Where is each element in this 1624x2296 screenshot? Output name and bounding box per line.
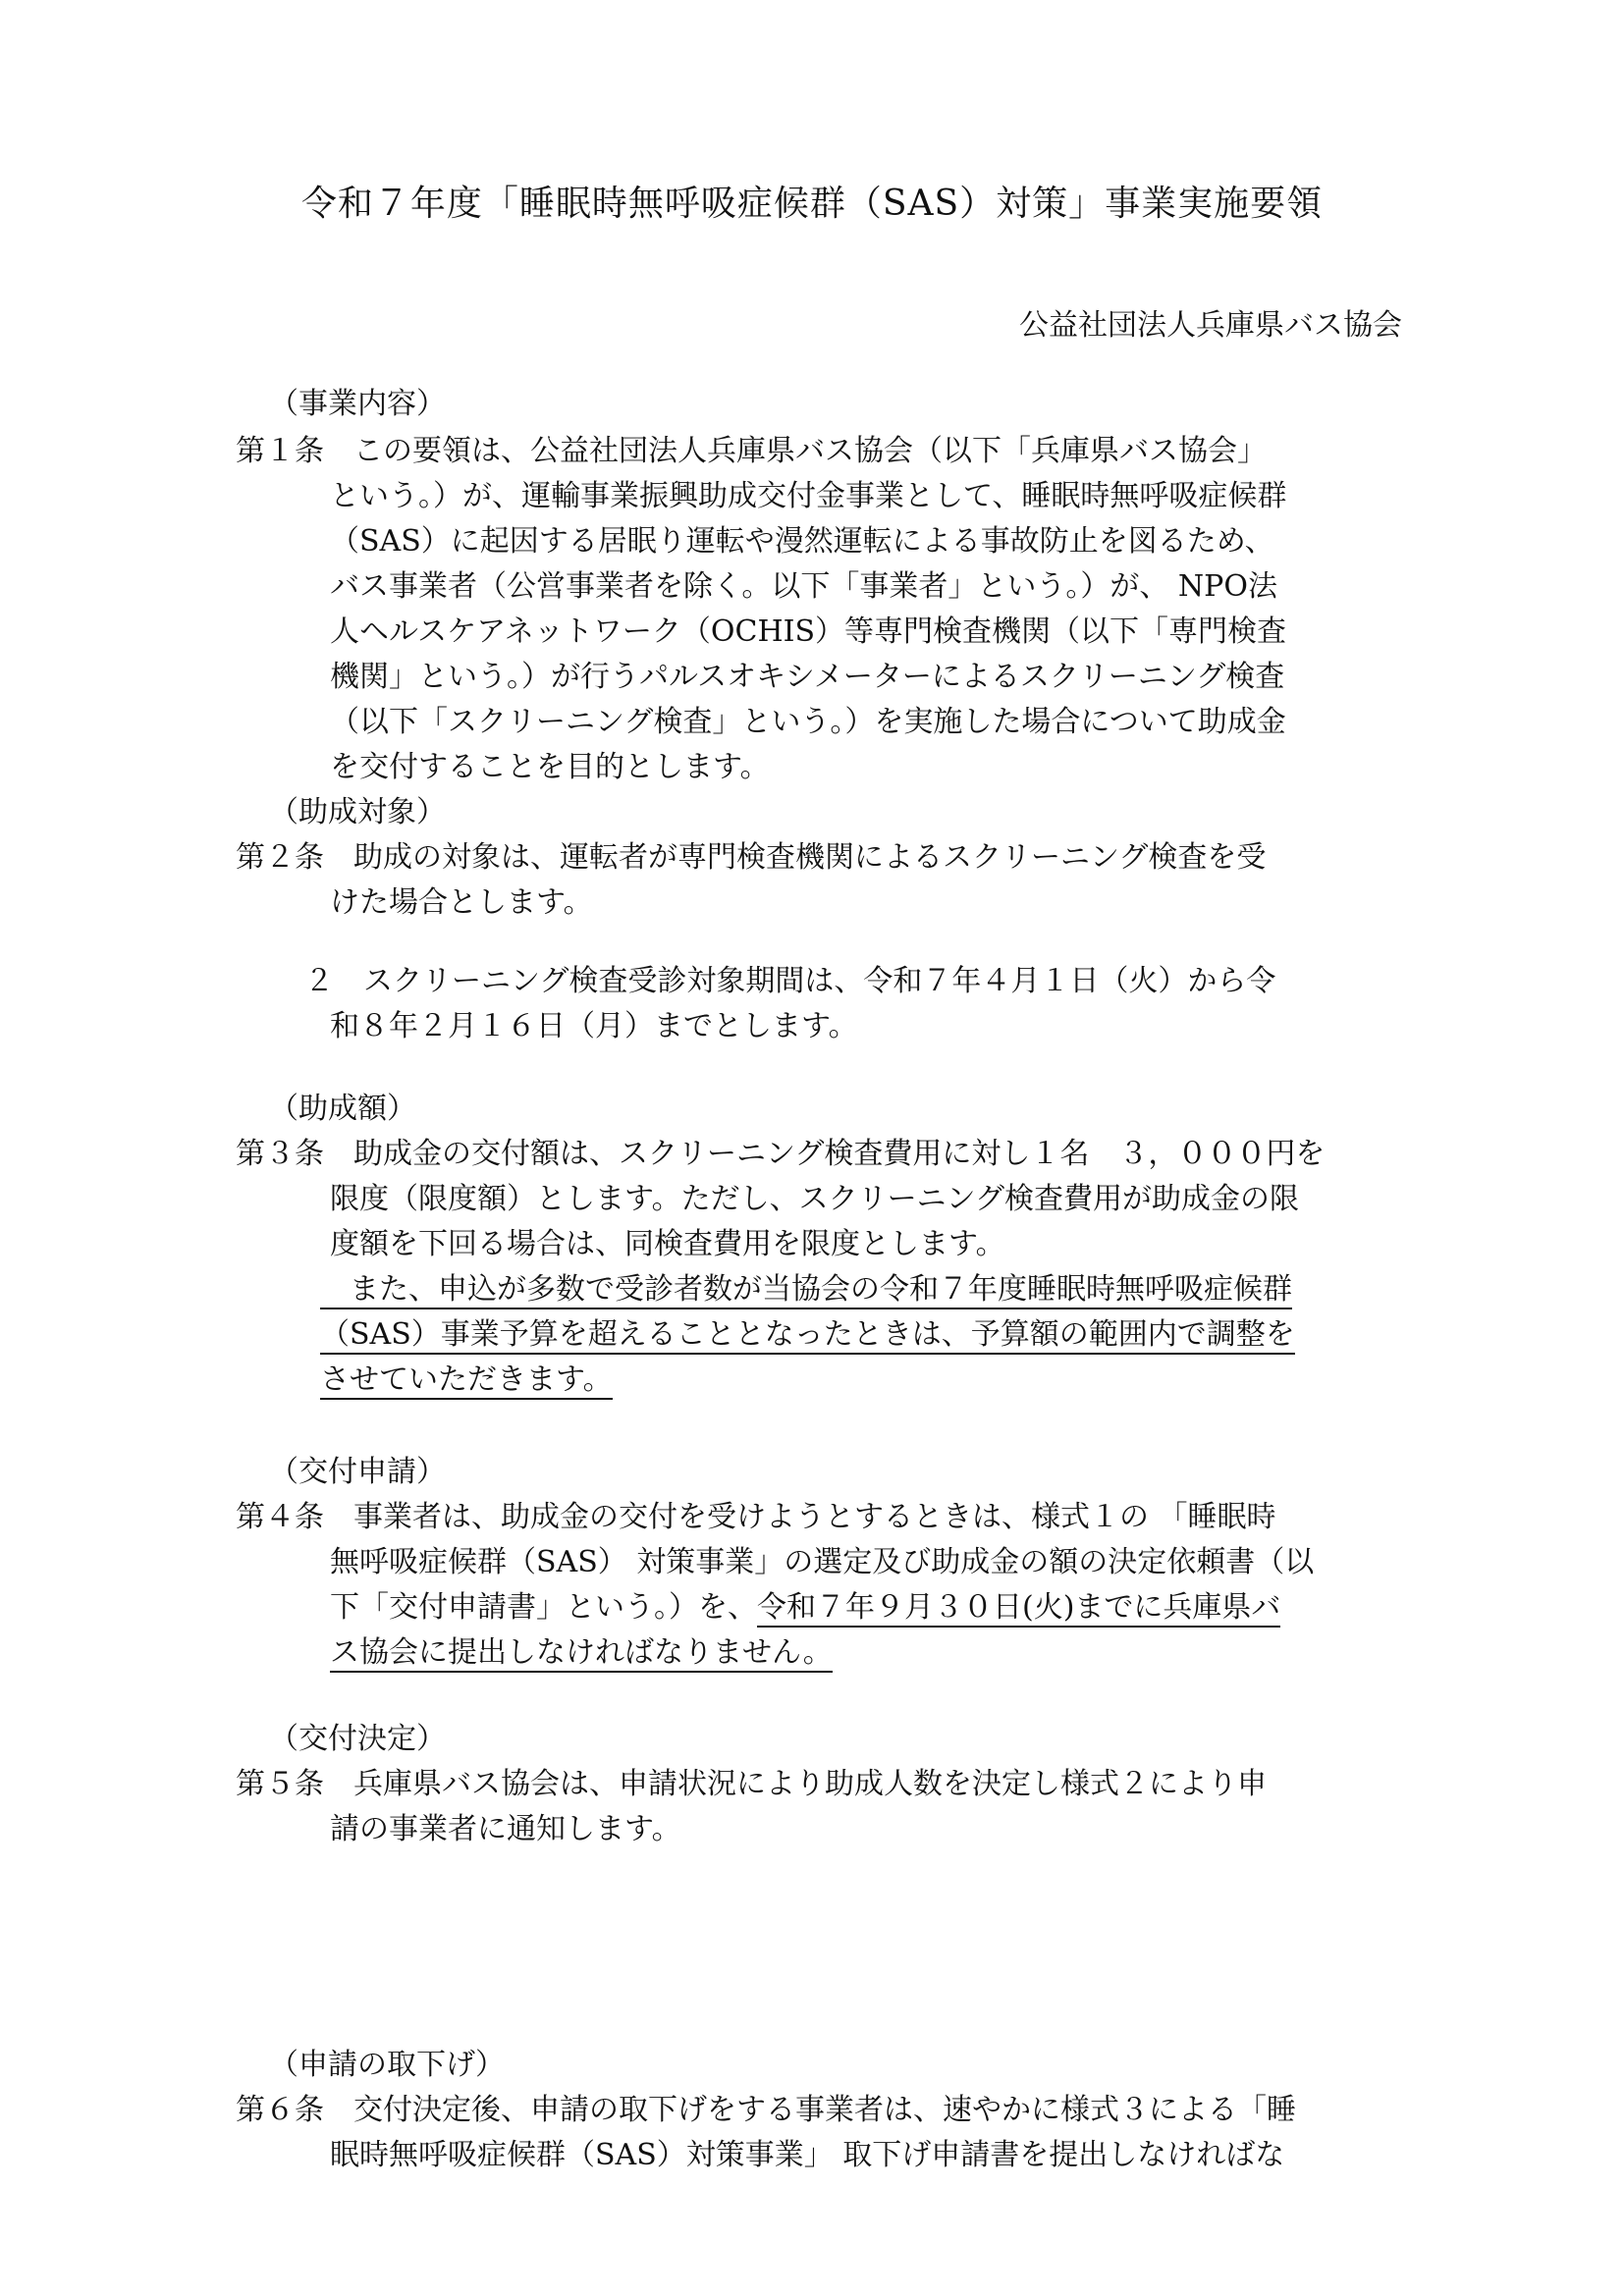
article-line: 機関」という。）が行うパルスオキシメーターによるスクリーニング検査 xyxy=(330,660,1285,694)
article-line: 限度（限度額）とします。ただし、スクリーニング検査費用が助成金の限 xyxy=(330,1182,1299,1216)
article-line: という。）が、運輸事業振興助成交付金事業として、睡眠時無呼吸症候群 xyxy=(330,479,1287,513)
underlined-line-wrap xyxy=(320,1361,613,1400)
article-line-mixed xyxy=(330,1588,1280,1628)
article-line: バス事業者（公営事業者を除く。以下「事業者」という。）が、 NPO法 xyxy=(330,569,1277,604)
article-line: 第１条 この要領は、公益社団法人兵庫県バス協会（以下「兵庫県バス協会」 xyxy=(236,434,1267,468)
underlined-text: また、申込が多数で受診者数が当協会の令和７年度睡眠時無呼吸症候群 xyxy=(320,1272,1292,1309)
section-heading: （助成額） xyxy=(269,1092,416,1126)
paragraph-line: 和８年２月１６日（月）までとします。 xyxy=(330,1009,858,1043)
underlined-line-wrap xyxy=(320,1270,1292,1309)
article-line: （SAS）に起因する居眠り運転や漫然運転による事故防止を図るため、 xyxy=(330,524,1274,559)
article-line: けた場合とします。 xyxy=(330,885,593,920)
underlined-line-wrap xyxy=(320,1315,1295,1355)
section-heading: （助成対象） xyxy=(269,795,446,829)
article-line: 第６条 交付決定後、申請の取下げをする事業者は、速やかに様式３による「睡 xyxy=(236,2093,1296,2127)
document-title: 令和７年度「睡眠時無呼吸症候群（SAS）対策」事業実施要領 xyxy=(300,184,1324,224)
organization-name: 公益社団法人兵庫県バス協会 xyxy=(1019,308,1402,343)
underlined-line-wrap xyxy=(330,1633,833,1673)
article-line: 第３条 助成金の交付額は、スクリーニング検査費用に対し１名 ３，０００円を xyxy=(236,1137,1326,1171)
plain-text: 下「交付申請書」という。）を、 xyxy=(330,1590,757,1625)
article-line: 第４条 事業者は、助成金の交付を受けようとするときは、様式１の 「睡眠時 xyxy=(236,1500,1276,1534)
article-line: 請の事業者に通知します。 xyxy=(330,1812,681,1846)
section-heading: （交付決定） xyxy=(269,1722,446,1756)
section-heading: （申請の取下げ） xyxy=(269,2048,505,2082)
article-line: 第２条 助成の対象は、運転者が専門検査機関によるスクリーニング検査を受 xyxy=(236,840,1267,875)
article-line: （以下「スクリーニング検査」という。）を実施した場合について助成金 xyxy=(330,705,1286,739)
article-line: 無呼吸症候群（SAS） 対策事業」の選定及び助成金の額の決定依頼書（以 xyxy=(330,1545,1315,1579)
section-heading: （事業内容） xyxy=(269,387,446,421)
deadline-text: 令和７年９月３０日(火)までに兵庫県バ xyxy=(757,1590,1280,1628)
article-line: 眠時無呼吸症候群（SAS）対策事業」 取下げ申請書を提出しなければな xyxy=(330,2138,1285,2172)
article-line: を交付することを目的とします。 xyxy=(330,750,770,784)
article-line: 度額を下回る場合は、同検査費用を限度とします。 xyxy=(330,1227,1005,1261)
underlined-text: ス協会に提出しなければなりません。 xyxy=(330,1635,833,1673)
article-line: 人ヘルスケアネットワーク（OCHIS）等専門検査機関（以下「専門検査 xyxy=(330,614,1287,649)
underlined-text: させていただきます。 xyxy=(320,1362,613,1400)
article-line: 第５条 兵庫県バス協会は、申請状況により助成人数を決定し様式２により申 xyxy=(236,1767,1267,1801)
section-heading: （交付申請） xyxy=(269,1455,446,1489)
paragraph-line: ２ スクリーニング検査受診対象期間は、令和７年４月１日（火）から令 xyxy=(304,964,1276,998)
underlined-text: （SAS）事業予算を超えることとなったときは、予算額の範囲内で調整を xyxy=(320,1317,1295,1355)
